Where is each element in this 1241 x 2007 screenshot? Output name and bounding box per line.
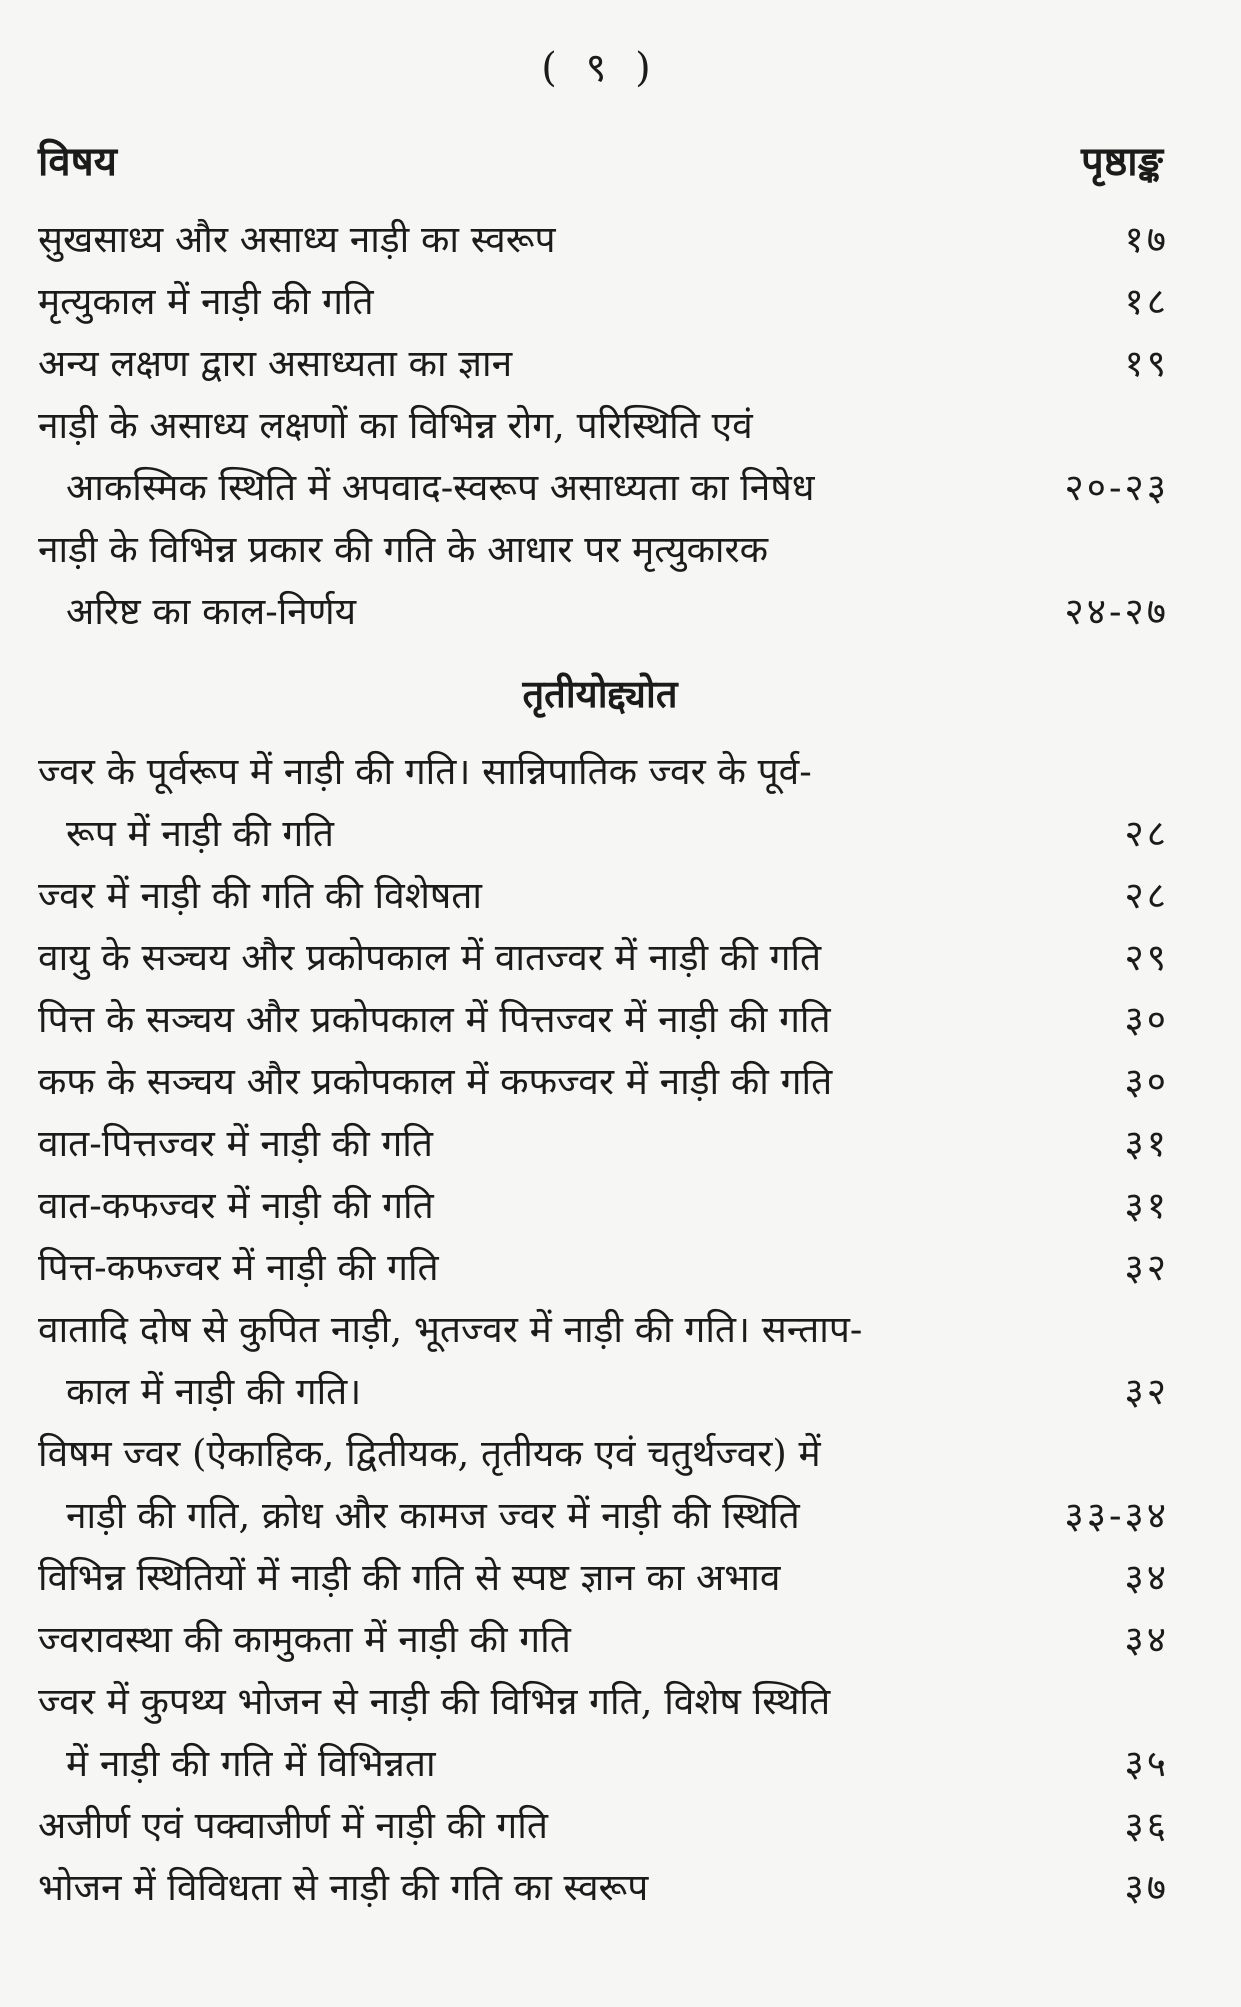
toc-entry-title: वायु के सञ्चय और प्रकोपकाल में वातज्वर में नाड़ी की गति [38, 936, 822, 979]
toc-entry-page: ३१ [1124, 1184, 1169, 1227]
toc-entry-title: सुखसाध्य और असाध्य नाड़ी का स्वरूप [38, 218, 556, 261]
toc-entry [38, 868, 1169, 924]
section-heading: तृतीयोद्द्योत [522, 671, 678, 716]
toc-entry-page: ३१ [1124, 1122, 1169, 1165]
toc-entry [38, 930, 1169, 986]
toc-entry-title: विभिन्न स्थितियों में नाड़ी की गति से स्पष्ट ज्ञान का अभाव [38, 1556, 781, 1599]
toc-entry-page: ३० [1124, 1060, 1169, 1103]
toc-entry-page: ३५ [1124, 1742, 1169, 1785]
toc-entry [38, 1116, 1169, 1172]
toc-entry-page: २४-२७ [1064, 590, 1169, 633]
toc-entry-page: २८ [1124, 812, 1169, 855]
toc-entry-title: कफ के सञ्चय और प्रकोपकाल में कफज्वर में नाड़ी की गति [38, 1060, 833, 1103]
toc-entry-title: काल में नाड़ी की गति। [66, 1370, 362, 1413]
toc-entry-page: २८ [1124, 874, 1169, 917]
toc-entry-title: विषम ज्वर (ऐकाहिक, द्वितीयक, तृतीयक एवं चतुर्थज्वर) में [38, 1432, 821, 1475]
toc-entry-page: ३२ [1124, 1370, 1169, 1413]
toc-entry-title: वातादि दोष से कुपित नाड़ी, भूतज्वर में नाड़ी की गति। सन्ताप- [38, 1308, 863, 1351]
toc-entry-page: ३३-३४ [1064, 1494, 1169, 1537]
toc-entry [38, 1426, 1169, 1482]
toc-entry [38, 336, 1169, 392]
toc-entry [38, 1612, 1169, 1668]
toc-entry-page: ३६ [1124, 1804, 1169, 1847]
toc-entry-continuation [38, 460, 1169, 516]
toc-entry-title: वात-कफज्वर में नाड़ी की गति [38, 1184, 434, 1227]
toc-entry [38, 1550, 1169, 1606]
toc-entry-title: पित्त-कफज्वर में नाड़ी की गति [38, 1246, 439, 1289]
toc-entry-page: ३० [1124, 998, 1169, 1041]
toc-entry-page: १९ [1124, 342, 1169, 385]
toc-entry-continuation [38, 584, 1169, 640]
toc-entry-title: ज्वरावस्था की कामुकता में नाड़ी की गति [38, 1618, 571, 1661]
toc-entry [38, 992, 1169, 1048]
toc-entry [38, 1054, 1169, 1110]
toc-entry-title: नाड़ी के असाध्य लक्षणों का विभिन्न रोग, परिस्थिति एवं [38, 404, 753, 447]
toc-entry-continuation [38, 1364, 1169, 1420]
toc-entry-page: ३४ [1124, 1556, 1169, 1599]
toc-entry-title: में नाड़ी की गति में विभिन्नता [66, 1742, 436, 1785]
toc-entry-title: रूप में नाड़ी की गति [66, 812, 334, 855]
toc-entry [38, 398, 1169, 454]
toc-entry-title: वात-पित्तज्वर में नाड़ी की गति [38, 1122, 433, 1165]
toc-entry-title: नाड़ी की गति, क्रोध और कामज ज्वर में नाड़ी की स्थिति [66, 1494, 800, 1537]
page-number: ( ९ ) [541, 45, 659, 91]
toc-entry [38, 1674, 1169, 1730]
toc-entry-title: आकस्मिक स्थिति में अपवाद-स्वरूप असाध्यता का निषेध [66, 466, 815, 509]
toc-entry [38, 1240, 1169, 1296]
toc-entry-page: १७ [1124, 218, 1169, 261]
toc-entry-title: ज्वर में नाड़ी की गति की विशेषता [38, 874, 482, 917]
toc-entry [38, 1860, 1169, 1916]
toc-entry-page: ३२ [1124, 1246, 1169, 1289]
toc-entry-title: अरिष्ट का काल-निर्णय [66, 590, 357, 633]
toc-entry-title: अजीर्ण एवं पक्वाजीर्ण में नाड़ी की गति [38, 1804, 548, 1847]
toc-entry [38, 522, 1169, 578]
toc-entry [38, 1178, 1169, 1234]
toc-entry-title: अन्य लक्षण द्वारा असाध्यता का ज्ञान [38, 342, 513, 385]
toc-entry-title: ज्वर के पूर्वरूप में नाड़ी की गति। सान्निपातिक ज्वर के पूर्व- [38, 750, 812, 793]
toc-entry [38, 274, 1169, 330]
toc-entry-page: ३४ [1124, 1618, 1169, 1661]
toc-entry-page: ३७ [1124, 1866, 1169, 1909]
toc-entry-page: १८ [1124, 280, 1169, 323]
toc-entry-title: मृत्युकाल में नाड़ी की गति [38, 280, 374, 323]
toc-entry [38, 1302, 1169, 1358]
toc-entry-continuation [38, 806, 1169, 862]
toc-entry-title: नाड़ी के विभिन्न प्रकार की गति के आधार पर मृत्युकारक [38, 528, 769, 571]
toc-entry [38, 1798, 1169, 1854]
toc-entry-continuation [38, 1736, 1169, 1792]
subject-column-heading: विषय [38, 138, 117, 185]
toc-entry-page: २९ [1124, 936, 1169, 979]
toc-entry-title: पित्त के सञ्चय और प्रकोपकाल में पित्तज्वर में नाड़ी की गति [38, 998, 831, 1041]
toc-entry-title: भोजन में विविधता से नाड़ी की गति का स्वरूप [38, 1866, 649, 1909]
toc-entry-title: ज्वर में कुपथ्य भोजन से नाड़ी की विभिन्न गति, विशेष स्थिति [38, 1680, 831, 1723]
toc-entry [38, 744, 1169, 800]
toc-entry-page: २०-२३ [1064, 466, 1169, 509]
toc-entry [38, 212, 1169, 268]
page-column-heading: पृष्ठाङ्क [1081, 138, 1163, 185]
toc-entry-continuation [38, 1488, 1169, 1544]
